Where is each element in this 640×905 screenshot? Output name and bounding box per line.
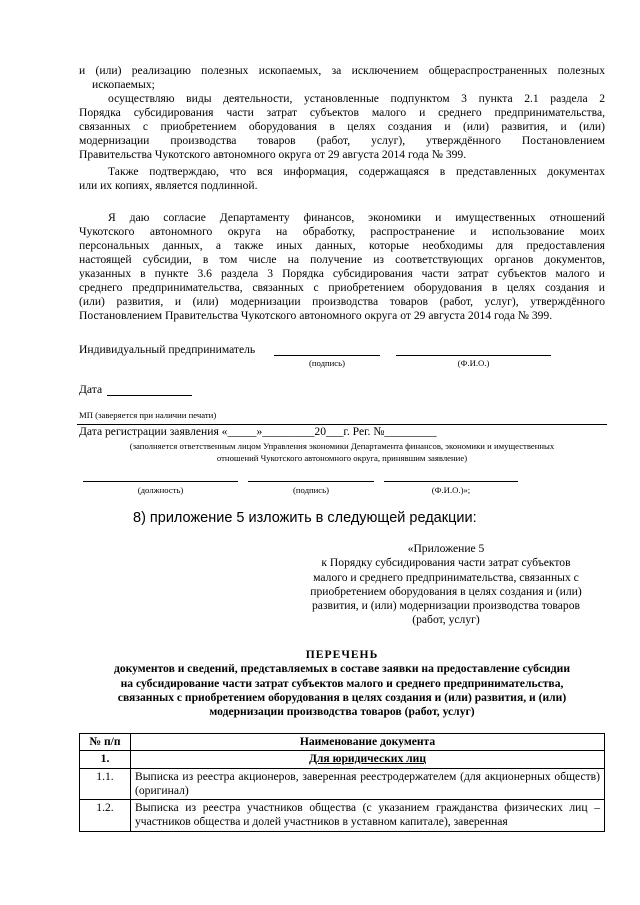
text-line: связанных с приобретением оборудования в целях создания и (или) развития, и (или) [79,120,605,133]
section-name: Для юридических лиц [131,751,605,768]
section-row [80,751,605,768]
heading-line: модернизации производства товаров (работ, услуг) [209,705,475,719]
date-label: Дата [79,383,103,396]
text-line: Также подтверждаю, что вся информация, содержащаяся в представленных документах [108,165,605,178]
signature-caption: (подпись) [292,485,330,495]
stamp-note: МП (заверяется при наличии печати) [79,410,217,420]
registration-line: Дата регистрации заявления «_____»_________20___г. Рег. №_________ [79,425,437,438]
appendix-line: к Порядку субсидирования части затрат субъектов [321,556,571,570]
table-row [80,800,605,832]
heading-line: на субсидирование части затрат субъектов малого и среднего предпринимательства, [120,676,564,690]
signature-field[interactable] [248,481,374,482]
row-num: 1.2. [80,800,131,832]
fio-caption: (Ф.И.О.)»; [431,485,471,495]
text-line: указанных в пункте 3.6 раздела 3 Порядка субсидирования части затрат субъектов малого и [79,267,605,280]
text-line: и (или) реализацию полезных ископаемых, за исключением общераспространенных полезных [79,64,605,77]
heading-line: документов и сведений, представляемых в составе заявки на предоставление субсидии [113,662,571,676]
fio-field[interactable] [384,481,518,482]
heading-line: связанных с приобретением оборудования в целях создания и (или) развития, и (или) [117,690,567,704]
text-line: настоящей субсидии, в том числе на получение из соответствующих органов документов, [79,253,605,266]
appendix-line: «Приложение 5 [407,542,485,555]
header-name: Наименование документа [131,734,605,751]
appendix-line: малого и среднего предпринимательства, связанных с [313,570,579,584]
text-line: персональных данных, а также иных данных, которые необходимы для предоставления [79,239,605,252]
text-line: или их копиях, является подлинной. [79,179,258,192]
appendix-line: приобретением оборудования в целях создания и (или) [310,584,582,598]
row-text: Выписка из реестра акционеров, заверенная реестродержателем (для акционерных обществ) (оригинал) [131,768,605,800]
documents-table [79,733,605,832]
table-header-row [80,734,605,751]
signature-caption: (подпись) [308,358,346,368]
section-num: 1. [80,751,131,768]
registration-note: отношений Чукотского автономного округа, принявшим заявление) [216,453,468,463]
appendix-line: (работ, услуг) [412,613,480,627]
list-heading [79,648,605,719]
text-line: Постановлением Правительства Чукотского автономного округа от 29 августа 2014 года № 399. [79,309,553,322]
text-line: Правительства Чукотского автономного округа от 29 августа 2014 года № 399. [79,148,467,161]
row-num: 1.1. [80,768,131,800]
registration-note: (заполняется ответственным лицом Управления экономики Департамента финансов, экономики и имущественных [129,441,555,451]
text-line: среднего предпринимательства, связанных с приобретением оборудования в целях создания и [79,281,605,294]
signature-field[interactable] [274,355,380,356]
amendment-text: 8) приложение 5 изложить в следующей редакции: [133,510,477,526]
text-line: Порядка субсидирования части затрат субъектов малого и среднего предпринимательства, [79,106,605,119]
entrepreneur-label: Индивидуальный предприниматель [79,343,256,356]
appendix-line: развития, и (или) модернизации производства товаров [312,599,580,613]
appendix-header [290,542,602,628]
list-title: ПЕРЕЧЕНЬ [305,648,379,661]
text-line: (или) развития, и (или) модернизации производства товаров (работ, услуг), утверждённого [79,295,605,308]
text-line: ископаемых; [92,78,155,91]
position-field[interactable] [83,481,238,482]
date-field[interactable] [107,395,192,396]
position-caption: (должность) [137,485,184,495]
table-row [80,768,605,800]
row-text: Выписка из реестра участников общества (с указанием гражданства физических лиц – участников общества и долей участников в уставном капитале), заверенная [131,800,605,832]
header-num: № п/п [80,734,131,751]
text-line: модернизации производства товаров (работ, услуг), утверждённого Постановлением [79,134,605,147]
fio-caption: (Ф.И.О.) [457,358,490,368]
text-line: Чукотского автономного округа на обработку, распространение и использование моих [79,225,605,238]
fio-field[interactable] [396,355,551,356]
text-line: осуществляю виды деятельности, установленные подпунктом 3 пункта 2.1 раздела 2 [108,92,605,105]
text-line: Я даю согласие Департаменту финансов, экономики и имущественных отношений [108,211,605,224]
